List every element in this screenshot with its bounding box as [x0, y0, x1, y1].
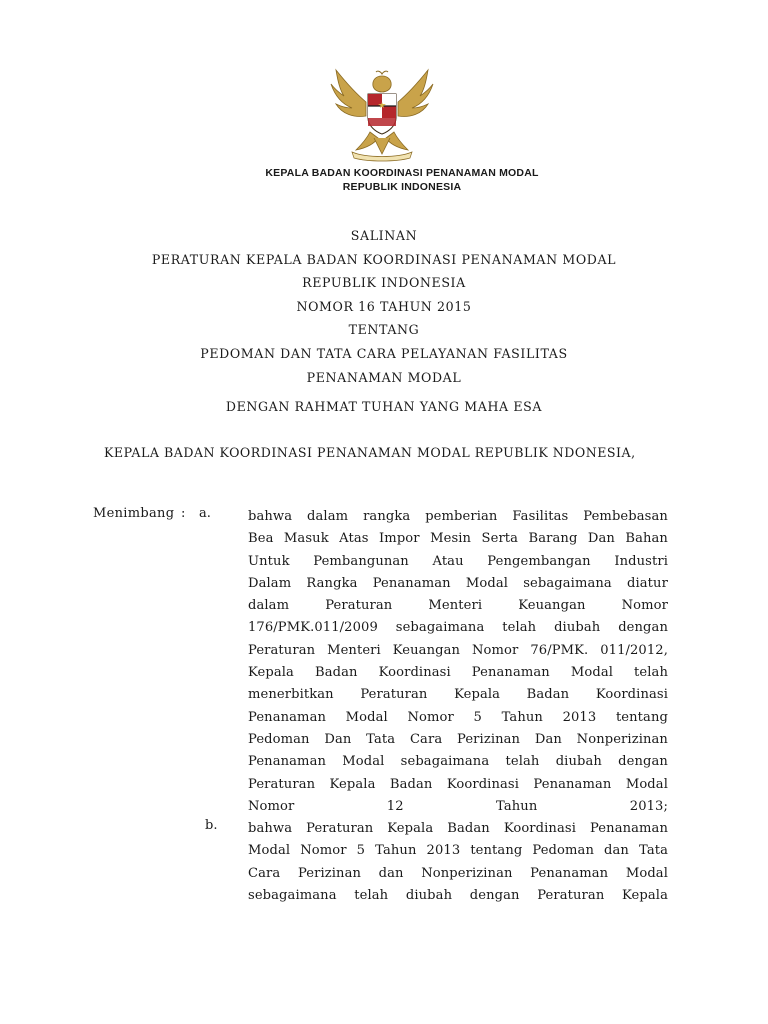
agency-header-line2: REPUBLIK INDONESIA	[342, 181, 462, 193]
garuda-emblem	[326, 62, 438, 162]
menimbang-label: Menimbang	[93, 506, 175, 521]
item-a-line: Nomor 12 Tahun 2013;	[248, 798, 668, 814]
item-a-line: Kepala Badan Koordinasi Penanaman Modal telah	[248, 665, 668, 681]
item-b-line: bahwa Peraturan Kepala Badan Koordinasi Penanaman	[248, 821, 668, 836]
item-b-line: sebagaimana telah diubah dengan Peraturan Kepala	[248, 887, 668, 903]
item-b-line: Cara Perizinan dan Nonperizinan Penanaman Modal	[248, 865, 668, 881]
item-b-text	[248, 818, 668, 907]
item-a-line: Penanaman Modal sebagaimana telah diubah dengan	[248, 754, 668, 770]
item-a-marker: a.	[199, 506, 211, 521]
item-a-line: 176/PMK.011/2009 sebagaimana telah diubah dengan	[248, 620, 668, 636]
title-line-5: PEDOMAN DAN TATA CARA PELAYANAN FASILITAS	[200, 345, 568, 361]
item-a-line: Untuk Pembangunan Atau Pengembangan Industri	[248, 553, 668, 569]
agency-header-line1: KEPALA BADAN KOORDINASI PENANAMAN MODAL	[265, 167, 539, 179]
kepala-line: KEPALA BADAN KOORDINASI PENANAMAN MODAL REPUBLIK NDONESIA,	[104, 445, 636, 460]
menimbang-colon: :	[181, 506, 186, 521]
title-line-3: NOMOR 16 TAHUN 2015	[296, 298, 472, 314]
item-a-line: bahwa dalam rangka pemberian Fasilitas Pembebasan	[248, 509, 668, 524]
regulation-title	[0, 224, 768, 389]
item-a-line: dalam Peraturan Menteri Keuangan Nomor	[248, 598, 668, 614]
salinan-label: SALINAN	[350, 228, 418, 243]
item-a-line: Peraturan Kepala Badan Koordinasi Penanaman Modal	[248, 776, 668, 792]
title-line-4: TENTANG	[348, 322, 420, 338]
item-a-line: Pedoman Dan Tata Cara Perizinan Dan Nonperizinan	[248, 731, 668, 747]
title-line-6: PENANAMAN MODAL	[306, 369, 462, 385]
rahmat-line: DENGAN RAHMAT TUHAN YANG MAHA ESA	[225, 399, 543, 414]
item-a-line: Dalam Rangka Penanaman Modal sebagaimana diatur	[248, 575, 668, 591]
item-a-text	[248, 506, 668, 818]
item-a-line: Penanaman Modal Nomor 5 Tahun 2013 tentang	[248, 709, 668, 725]
title-line-1: PERATURAN KEPALA BADAN KOORDINASI PENANAMAN MODAL	[151, 251, 617, 267]
item-b-marker: b.	[205, 818, 218, 833]
item-a-line: Peraturan Menteri Keuangan Nomor 76/PMK. 011/2012,	[248, 642, 668, 658]
item-a-line: Bea Masuk Atas Impor Mesin Serta Barang Dan Bahan	[248, 531, 668, 547]
item-a-line: menerbitkan Peraturan Kepala Badan Koordinasi	[248, 687, 668, 703]
item-b-line: Modal Nomor 5 Tahun 2013 tentang Pedoman dan Tata	[248, 843, 668, 859]
title-line-2: REPUBLIK INDONESIA	[302, 275, 466, 291]
